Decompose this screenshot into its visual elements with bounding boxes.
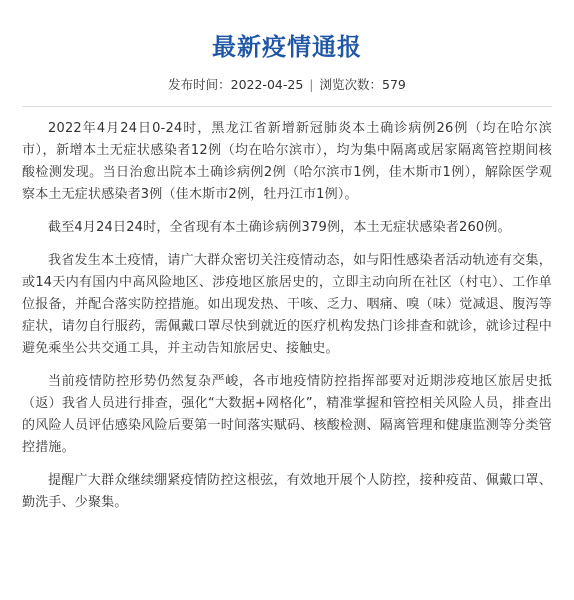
- publish-date: 2022-04-25: [230, 77, 304, 92]
- paragraph-control-measures: 当前疫情防控形势仍然复杂严峻，各市地疫情防控指挥部要对近期涉疫地区旅居史抵（返）我省人员进行排查，强化“大数据+网格化”，精准掌握和管控相关风险人员，排查出的风险人员评估感染风险后要第一时间落实赋码、核酸检测、隔离管理和健康监测等分类管控措施。: [22, 374, 552, 455]
- article-title: 最新疫情通报: [212, 33, 362, 61]
- article-meta: [0, 76, 574, 94]
- paragraph-new-cases: 2022年4月24日0-24时，黑龙江省新增新冠肺炎本土确诊病例26例（均在哈尔滨市），新增本土无症状感染者12例（均在哈尔滨市），均为集中隔离或居家隔离管控期间核酸检测发现。当日治愈出院本土确诊病例2例（哈尔滨市1例，佳木斯市1例），解除医学观察本土无症状感染者3例（佳木斯市2例，牡丹江市1例）。: [22, 121, 552, 202]
- views-count: 579: [382, 77, 406, 92]
- publish-label: 发布时间：: [168, 77, 231, 92]
- meta-separator: |: [309, 77, 314, 92]
- paragraph-current-totals: 截至4月24日24时，全省现有本土确诊病例379例，本土无症状感染者260例。: [48, 220, 511, 235]
- paragraph-public-advice: 我省发生本土疫情，请广大群众密切关注疫情动态，如与阳性感染者活动轨迹有交集，或14天内有国内中高风险地区、涉疫地区旅居史的，立即主动向所在社区（村屯）、工作单位报备，并配合落实防控措施。如出现发热、干咳、乏力、咽痛、嗅（味）觉减退、腹泻等症状，请勿自行服药，需佩戴口罩尽快到就近的医疗机构发热门诊排查和就诊，就诊过程中避免乘坐公共交通工具，并主动告知旅居史、接触史。: [22, 253, 552, 356]
- paragraph-reminder: 提醒广大群众继续绷紧疫情防控这根弦，有效地开展个人防控，接种疫苗、佩戴口罩、勤洗手、少聚集。: [22, 473, 552, 510]
- article-body: [22, 118, 552, 525]
- header-divider: [22, 106, 552, 107]
- views-label: 浏览次数：: [319, 77, 383, 92]
